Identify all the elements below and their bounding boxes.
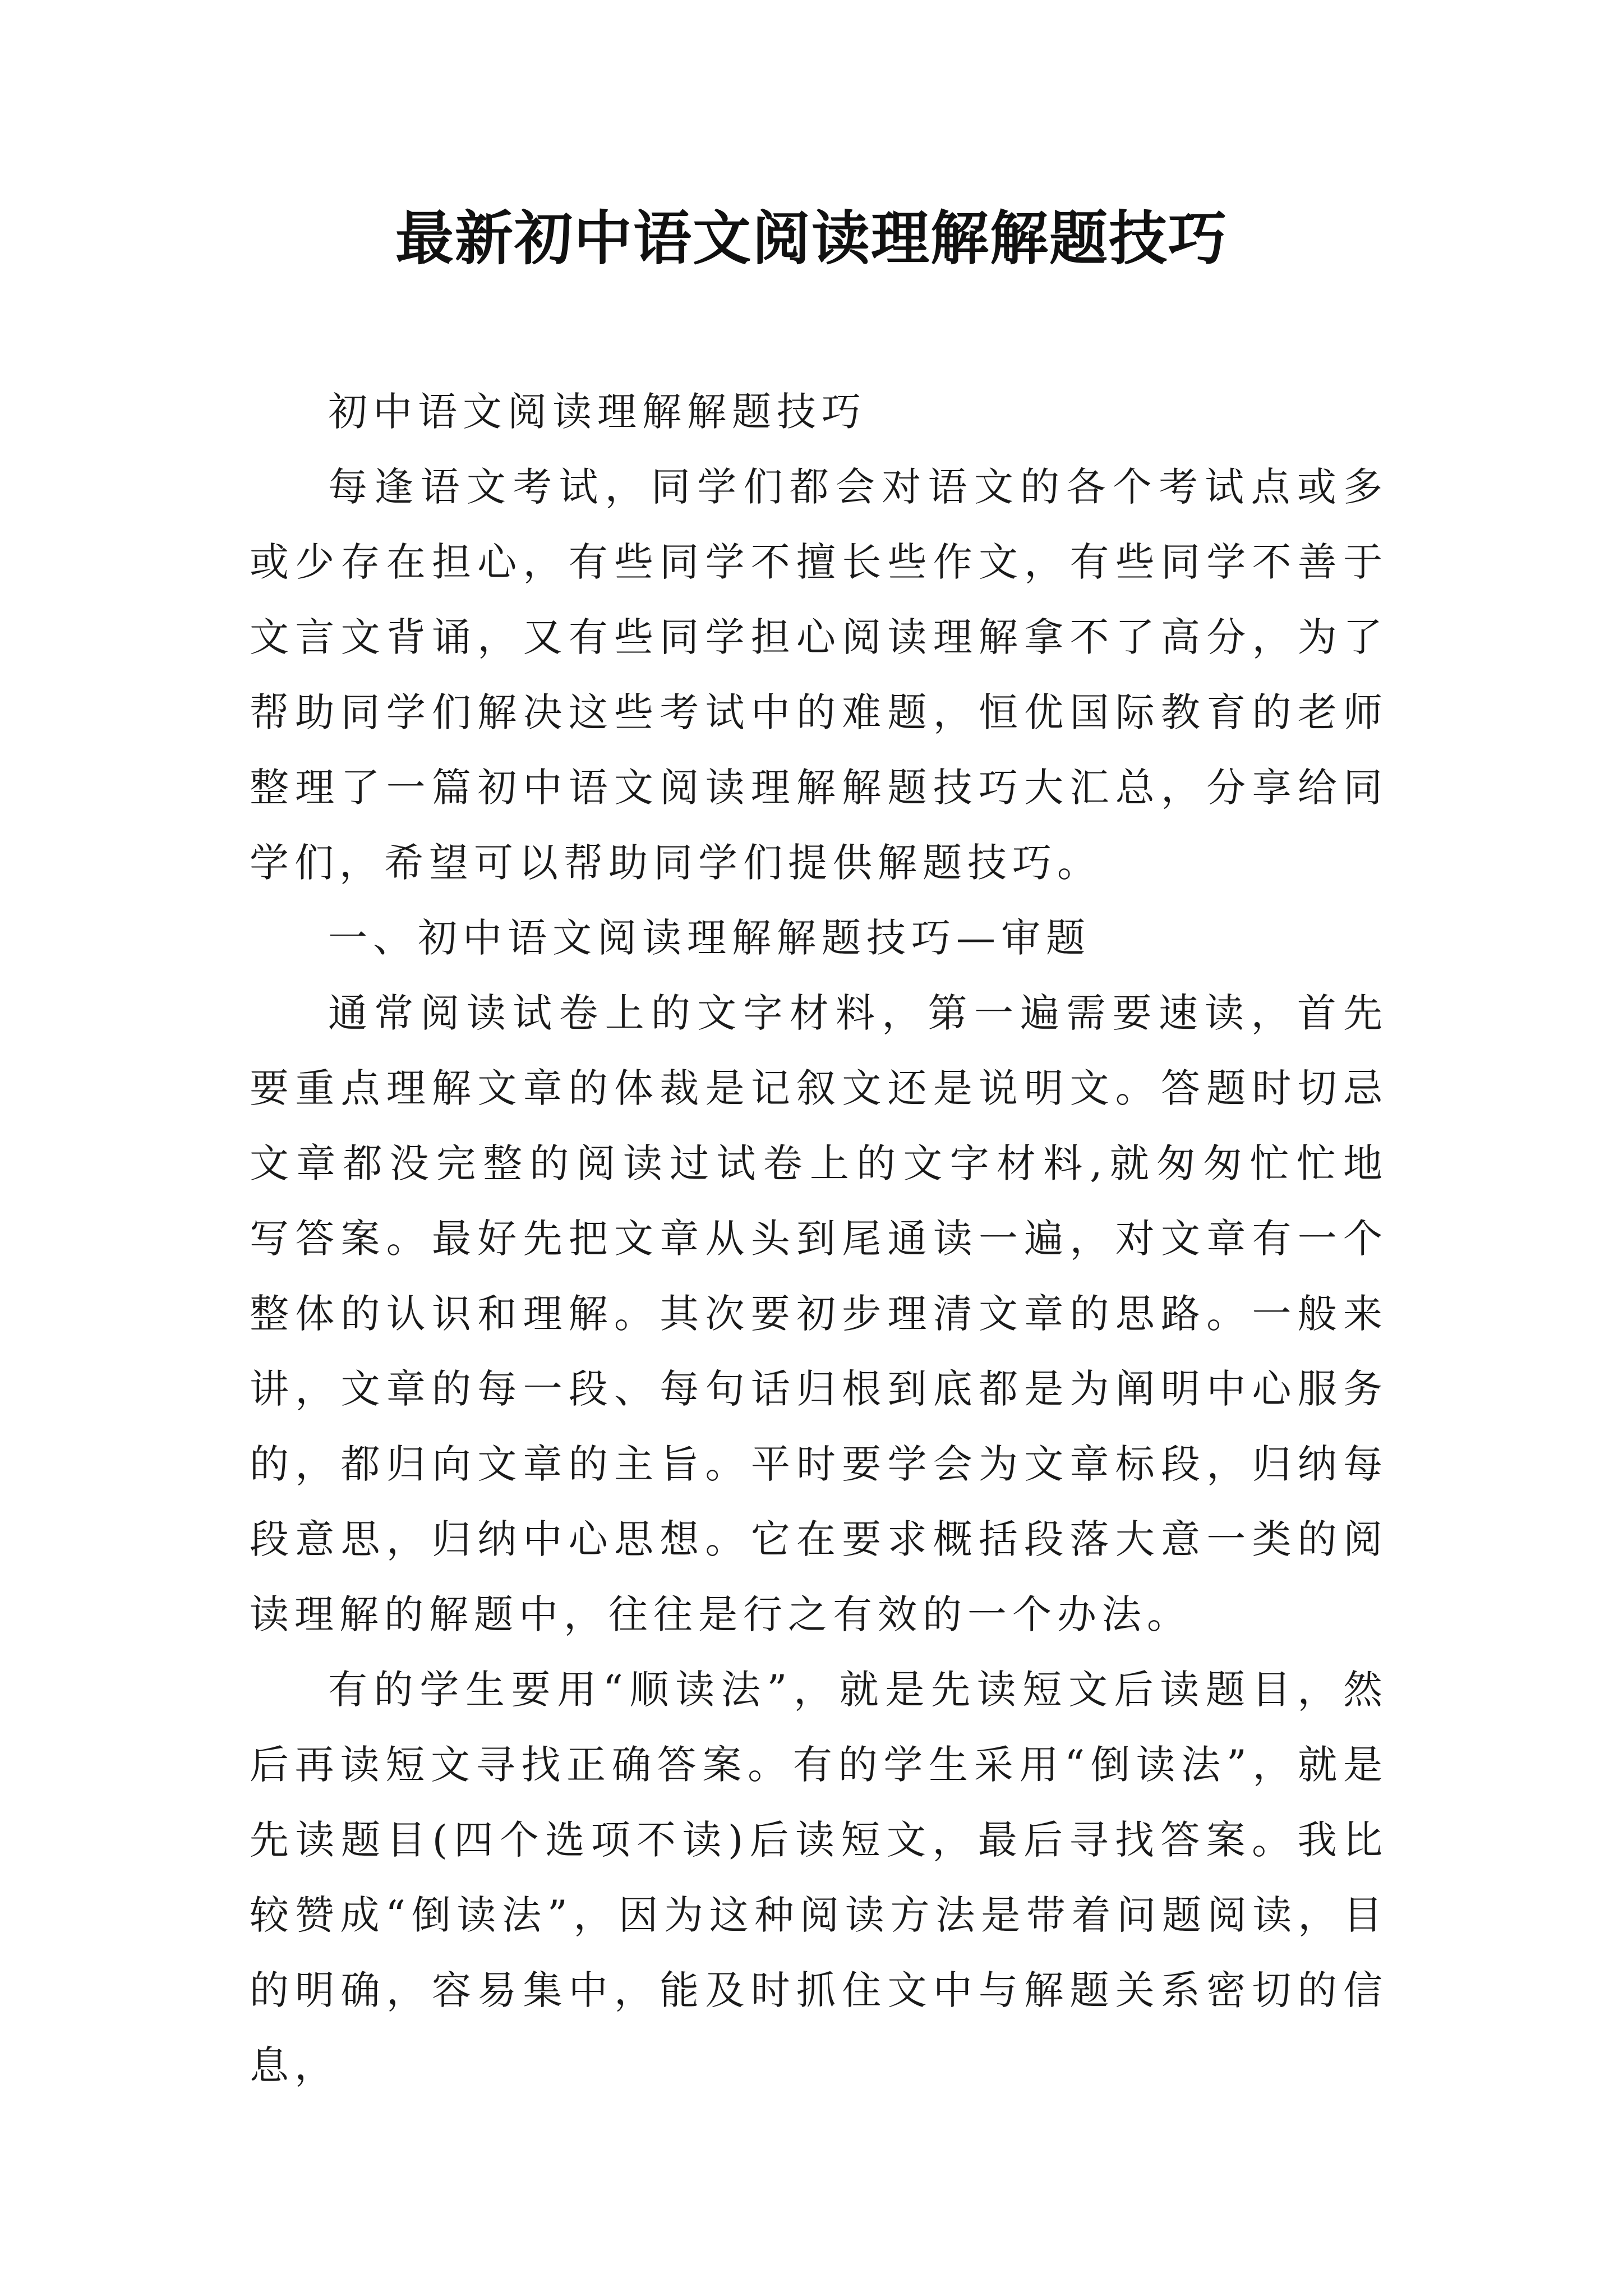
body-paragraph: 有的学生要用“顺读法”，就是先读短文后读题目，然后再读短文寻找正确答案。有的学生采用“倒读法”，就是先读题目(四个选项不读)后读短文，最后寻找答案。我比较赞成“倒读法”，因为这种阅读方法是带着问题阅读，目的明确，容易集中，能及时抓住文中与解题关系密切的信息， — [250, 1667, 1388, 2088]
body-paragraph: 通常阅读试卷上的文字材料，第一遍需要速读，首先要重点理解文章的体裁是记叙文还是说明文。答题时切忌文章都没完整的阅读过试卷上的文字材料,就匆匆忙忙地写答案。最好先把文章从头到尾通读一遍，对文章有一个整体的认识和理解。其次要初步理清文章的思路。一般来讲，文章的每一段、每句话归根到底都是为阐明中心服务的，都归向文章的主旨。平时要学会为文章标段，归纳每段意思，归纳中心思想。它在要求概括段落大意一类的阅读理解的解题中，往往是行之有效的一个办法。 — [250, 990, 1388, 1637]
section-heading: 一、初中语文阅读理解解题技巧—审题 — [328, 915, 1091, 961]
document-body — [250, 374, 1388, 2103]
subtitle-paragraph: 初中语文阅读理解解题技巧 — [328, 389, 866, 435]
document-title: 最新初中语文阅读理解解题技巧 — [395, 204, 1228, 273]
intro-paragraph: 每逢语文考试，同学们都会对语文的各个考试点或多或少存在担心，有些同学不擅长些作文，有些同学不善于文言文背诵，又有些同学担心阅读理解拿不了高分，为了帮助同学们解决这些考试中的难题，恒优国际教育的老师整理了一篇初中语文阅读理解解题技巧大汇总，分享给同学们，希望可以帮助同学们提供解题技巧。 — [250, 464, 1388, 886]
